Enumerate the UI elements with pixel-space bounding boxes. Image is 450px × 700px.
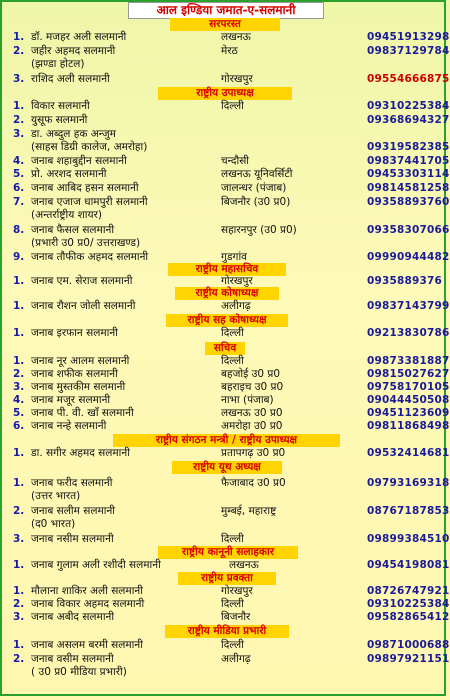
- member-name: जनाब मजूर सलमानी: [31, 394, 111, 406]
- member-place: दिल्ली: [221, 327, 244, 339]
- member-phone: 09310225384: [367, 100, 450, 112]
- row-number: 3.: [13, 381, 25, 393]
- member-place: दिल्ली: [221, 100, 244, 112]
- member-place: दिल्ली: [221, 639, 244, 651]
- member-phone: 09811868498: [367, 420, 450, 432]
- list-item: [0, 368, 450, 381]
- list-item: [0, 31, 450, 44]
- list-item-note: [0, 666, 450, 679]
- list-item-note: [0, 141, 450, 154]
- member-phone: 09451123609: [367, 407, 450, 419]
- member-place: बहजोई उ0 प्र0: [221, 368, 281, 380]
- row-number: 1.: [13, 327, 25, 339]
- section-heading-spokesperson: राष्ट्रीय प्रवक्ता: [178, 572, 276, 585]
- member-name: मौलाना शाकिर अली सलमानी: [31, 585, 143, 597]
- member-phone: 09873381887: [367, 355, 450, 367]
- member-place: दिल्ली: [221, 533, 244, 545]
- list-item-note: [0, 209, 450, 222]
- member-name: जनाब सलीम सलमानी: [31, 505, 115, 517]
- section-heading-patron: सरपरस्त: [170, 18, 280, 31]
- member-place: लखनऊ: [221, 31, 251, 43]
- member-name: राशिद अली सलमानी: [31, 73, 110, 85]
- member-note: (साहस डिग्री कालेज, अमरोहा): [31, 141, 148, 153]
- member-place: गोरखपुर: [221, 585, 253, 597]
- list-item: [0, 407, 450, 420]
- row-number: 2.: [13, 368, 25, 380]
- row-number: 4.: [13, 155, 25, 167]
- member-name: जनाब आबिद हसन सलमानी: [31, 182, 139, 194]
- member-place: अमरोहा उ0 प्र0: [221, 420, 283, 432]
- member-phone: 09454198081: [367, 559, 450, 571]
- row-number: 9.: [13, 251, 25, 263]
- member-place: गोरखपुर: [221, 73, 253, 85]
- member-name: जनाब फरीद सलमानी: [31, 477, 113, 489]
- member-phone: 09899384510: [367, 533, 450, 545]
- section-heading-treasurer: राष्ट्रीय कोषाध्यक्ष: [175, 287, 279, 300]
- member-name: जनाब असलम बरमी सलमानी: [31, 639, 143, 651]
- member-place: मुम्बई, महाराष्ट्र: [221, 505, 277, 517]
- list-item: [0, 639, 450, 652]
- member-note: (अन्तर्राष्ट्रीय शायर): [31, 209, 102, 221]
- member-phone: 09310225384: [367, 598, 450, 610]
- member-note: (झण्डा होटल): [31, 58, 85, 70]
- member-name: जनाब तौफीक अहमद सलमानी: [31, 251, 149, 263]
- member-phone: 09453303114: [367, 168, 450, 180]
- member-phone: 09837143799: [367, 300, 450, 312]
- section-heading-general-secretary: राष्ट्रीय महासचिव: [168, 263, 286, 276]
- member-phone: 09837129784: [367, 45, 450, 57]
- member-name: जनाब अबीद सलमानी: [31, 611, 115, 623]
- member-phone: 09358307066: [367, 224, 450, 236]
- member-name: डा. सगीर अहमद सलमानी: [31, 447, 130, 459]
- row-number: 1.: [13, 447, 25, 459]
- row-number: 1.: [13, 639, 25, 651]
- list-item: [0, 598, 450, 611]
- list-item-note: [0, 518, 450, 531]
- member-phone: 09582865412: [367, 611, 450, 623]
- row-number: 1.: [13, 559, 25, 571]
- list-item: [0, 505, 450, 518]
- member-place: लखनऊ: [229, 559, 259, 571]
- row-number: 1.: [13, 100, 25, 112]
- member-place: नाभा (पंजाब): [221, 394, 274, 406]
- list-item: [0, 611, 450, 624]
- row-number: 5.: [13, 407, 25, 419]
- member-place: बिजनौर (उ0 प्र0): [221, 196, 291, 208]
- member-name: जनाब एजाज धामपुरी सलमानी: [31, 196, 148, 208]
- page-title: आल इण्डिया जमात-ए-सलमानी: [128, 2, 324, 19]
- list-item-note: [0, 237, 450, 250]
- section-heading-joint-treasurer: राष्ट्रीय सह कोषाध्यक्ष: [166, 314, 288, 327]
- member-place: बिजनौर: [221, 611, 251, 623]
- member-phone: 09814581258: [367, 182, 450, 194]
- row-number: 1.: [13, 300, 25, 312]
- member-phone: 09532414681: [367, 447, 450, 459]
- list-item: [0, 394, 450, 407]
- member-phone: 09897921151: [367, 653, 450, 665]
- member-phone: 09837441705: [367, 155, 450, 167]
- member-name: जनाब गुलाम अली रशीदी सलमानी: [31, 559, 161, 571]
- member-name: जनाब एम. सेराज सलमानी: [31, 275, 133, 287]
- row-number: 1.: [13, 477, 25, 489]
- member-name: जनाब नूर आलम सलमानी: [31, 355, 130, 367]
- member-place: दिल्ली: [221, 598, 244, 610]
- list-item: [0, 477, 450, 490]
- member-place: बहराइच उ0 प्र0: [221, 381, 284, 393]
- member-place: सहारनपुर (उ0 प्र0): [221, 224, 297, 236]
- member-name: जनाब मुस्तकीम सलमानी: [31, 381, 126, 393]
- member-phone: 08726747921: [367, 585, 450, 597]
- list-item: [0, 585, 450, 598]
- section-heading-legal-advisor: राष्ट्रीय कानूनी सलाहकार: [158, 546, 298, 559]
- row-number: 6.: [13, 182, 25, 194]
- member-place: दिल्ली: [221, 355, 244, 367]
- list-item: [0, 355, 450, 368]
- member-note: (द0 भारत): [31, 518, 76, 530]
- section-heading-youth-president: राष्ट्रीय यूथ अध्यक्ष: [172, 461, 282, 474]
- list-item: [0, 114, 450, 127]
- member-place: फैजाबाद उ0 प्र0: [221, 477, 286, 489]
- row-number: 2.: [13, 114, 25, 126]
- member-name: जनाब फैसल सलमानी: [31, 224, 115, 236]
- member-place: गुडगांव: [221, 251, 247, 263]
- member-name: प्रो. अरशद सलमानी: [31, 168, 107, 180]
- section-heading-secretary: सचिव: [205, 342, 245, 355]
- section-heading-media-incharge: राष्ट्रीय मीडिया प्रभारी: [165, 625, 289, 638]
- member-phone: 09358893760: [367, 196, 450, 208]
- member-phone: 09990944482: [367, 251, 450, 263]
- member-phone: 09451913298: [367, 31, 450, 43]
- member-name: विकार सलमानी: [31, 100, 90, 112]
- member-phone: 09815027627: [367, 368, 450, 380]
- list-item: [0, 327, 450, 340]
- list-item-note: [0, 490, 450, 503]
- row-number: 6.: [13, 420, 25, 432]
- member-name: जनाब शफीक सलमानी: [31, 368, 118, 380]
- member-place: चन्दौसी: [221, 155, 250, 167]
- list-item: [0, 73, 450, 86]
- row-number: 2.: [13, 505, 25, 517]
- list-item: [0, 224, 450, 237]
- list-item: [0, 559, 450, 572]
- member-place: अलीगढ़: [221, 300, 251, 312]
- member-place: लखनऊ यूनिवर्सिटी: [221, 168, 293, 180]
- row-number: 2.: [13, 598, 25, 610]
- row-number: 1.: [13, 355, 25, 367]
- row-number: 5.: [13, 168, 25, 180]
- row-number: 2.: [13, 45, 25, 57]
- list-item: [0, 182, 450, 195]
- member-name: जनाब वसीम सलमानी: [31, 653, 114, 665]
- list-item: [0, 196, 450, 209]
- member-place: प्रतापगढ़ उ0 प्र0: [221, 447, 286, 459]
- member-phone: 09044450508: [367, 394, 450, 406]
- row-number: 3.: [13, 611, 25, 623]
- member-phone: 08767187853: [367, 505, 450, 517]
- list-item: [0, 533, 450, 546]
- member-name: डॉ. मजहर अली सलमानी: [31, 31, 127, 43]
- member-note: (उत्तर भारत): [31, 490, 81, 502]
- member-place: जालन्धर (पंजाब): [221, 182, 287, 194]
- member-phone: 09319582385: [367, 141, 450, 153]
- member-note: (प्रभारी उ0 प्र0/ उत्तराखण्ड): [31, 237, 141, 249]
- row-number: 1.: [13, 31, 25, 43]
- member-name: जहीर अहमद सलमानी: [31, 45, 116, 57]
- list-item: [0, 128, 450, 141]
- member-place: अलीगढ़: [221, 653, 251, 665]
- member-note: ( उ0 प्र0 मीडिया प्रभारी): [31, 666, 127, 678]
- list-item: [0, 447, 450, 460]
- row-number: 1.: [13, 585, 25, 597]
- member-name: जनाब नन्हे सलमानी: [31, 420, 107, 432]
- member-phone: 09554666875: [367, 73, 450, 85]
- member-name: जनाब शहाबुद्दीन सलमानी: [31, 155, 127, 167]
- list-item: [0, 381, 450, 394]
- list-item: [0, 45, 450, 58]
- row-number: 8.: [13, 224, 25, 236]
- member-place: मेरठ: [221, 45, 238, 57]
- list-item: [0, 300, 450, 313]
- member-place: गोरखपुर: [221, 275, 253, 287]
- list-item: [0, 155, 450, 168]
- member-name: जनाब विकार अहमद सलमानी: [31, 598, 145, 610]
- list-item: [0, 168, 450, 181]
- member-phone: 09368694327: [367, 114, 450, 126]
- row-number: 7.: [13, 196, 25, 208]
- section-heading-organising-minister: राष्ट्रीय संगठन मन्त्री / राष्ट्रीय उपाध्यक्ष: [113, 434, 340, 447]
- member-phone: 09793169318: [367, 477, 450, 489]
- list-item: [0, 653, 450, 666]
- row-number: 4.: [13, 394, 25, 406]
- row-number: 3.: [13, 533, 25, 545]
- member-name: जनाब नसीम सलमानी: [31, 533, 114, 545]
- section-heading-vice-president: राष्ट्रीय उपाध्यक्ष: [158, 87, 292, 100]
- member-phone: 0935889376: [367, 275, 443, 287]
- row-number: 3.: [13, 73, 25, 85]
- member-phone: 09871000688: [367, 639, 450, 651]
- member-name: जनाब रौशन जोली सलमानी: [31, 300, 136, 312]
- member-name: डा. अब्दुल हक अन्जुम: [31, 128, 116, 140]
- member-phone: 09758170105: [367, 381, 450, 393]
- row-number: 1.: [13, 275, 25, 287]
- list-item: [0, 420, 450, 433]
- member-phone: 09213830786: [367, 327, 450, 339]
- member-name: युसूफ सलमानी: [31, 114, 88, 126]
- member-name: जनाब इरफान सलमानी: [31, 327, 118, 339]
- row-number: 3.: [13, 128, 25, 140]
- row-number: 2.: [13, 653, 25, 665]
- list-item-note: [0, 58, 450, 71]
- list-item: [0, 100, 450, 113]
- member-name: जनाब पी. वी. खाँ सलमानी: [31, 407, 134, 419]
- member-place: लखनऊ उ0 प्र0: [221, 407, 283, 419]
